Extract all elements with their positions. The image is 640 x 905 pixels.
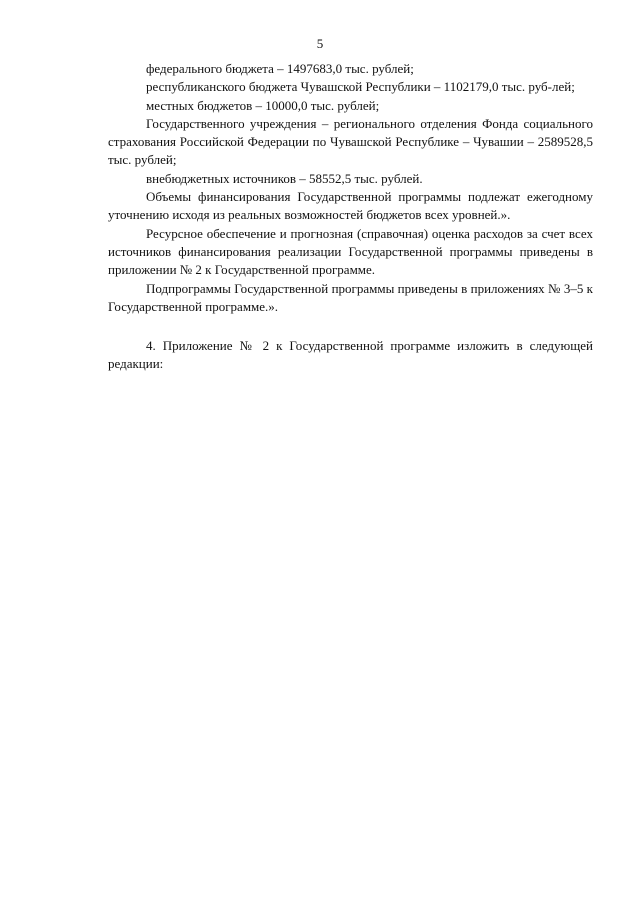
paragraph-funding-volumes: Объемы финансирования Государственной программы подлежат ежегодному уточнению исходя из реальных возможностей бюджетов всех уровней.».: [108, 189, 593, 223]
paragraph-subprograms: Подпрограммы Государственной программы приведены в приложениях № 3–5 к Государственной программе.».: [108, 280, 593, 314]
page-number: 5: [316, 36, 324, 51]
paragraph-federal-budget: федерального бюджета – 1497683,0 тыс. рублей;: [146, 61, 414, 76]
paragraph-spacer: [108, 316, 593, 337]
paragraph-extrabudgetary-sources: внебюджетных источников – 58552,5 тыс. рублей.: [146, 170, 423, 186]
paragraph-resource-provision: Ресурсное обеспечение и прогнозная (справочная) оценка расходов за счет всех источников финансирования реализации Государственной программы приведены в приложении № 2 к Государственной программе.: [108, 225, 593, 278]
paragraph-republican-budget: республиканского бюджета Чувашской Республики – 1102179,0 тыс. руб-лей;: [146, 79, 575, 95]
paragraph-social-insurance-fund: Государственного учреждения – регионального отделения Фонда социального страхования Российской Федерации по Чувашской Республике – Чувашии – 2589528,5 тыс. рублей;: [108, 115, 593, 168]
paragraph-local-budgets: местных бюджетов – 10000,0 тыс. рублей;: [146, 97, 380, 113]
paragraph-appendix-amendment: 4. Приложение № 2 к Государственной программе изложить в следующей редакции:: [108, 338, 593, 372]
document-body: [108, 60, 593, 374]
